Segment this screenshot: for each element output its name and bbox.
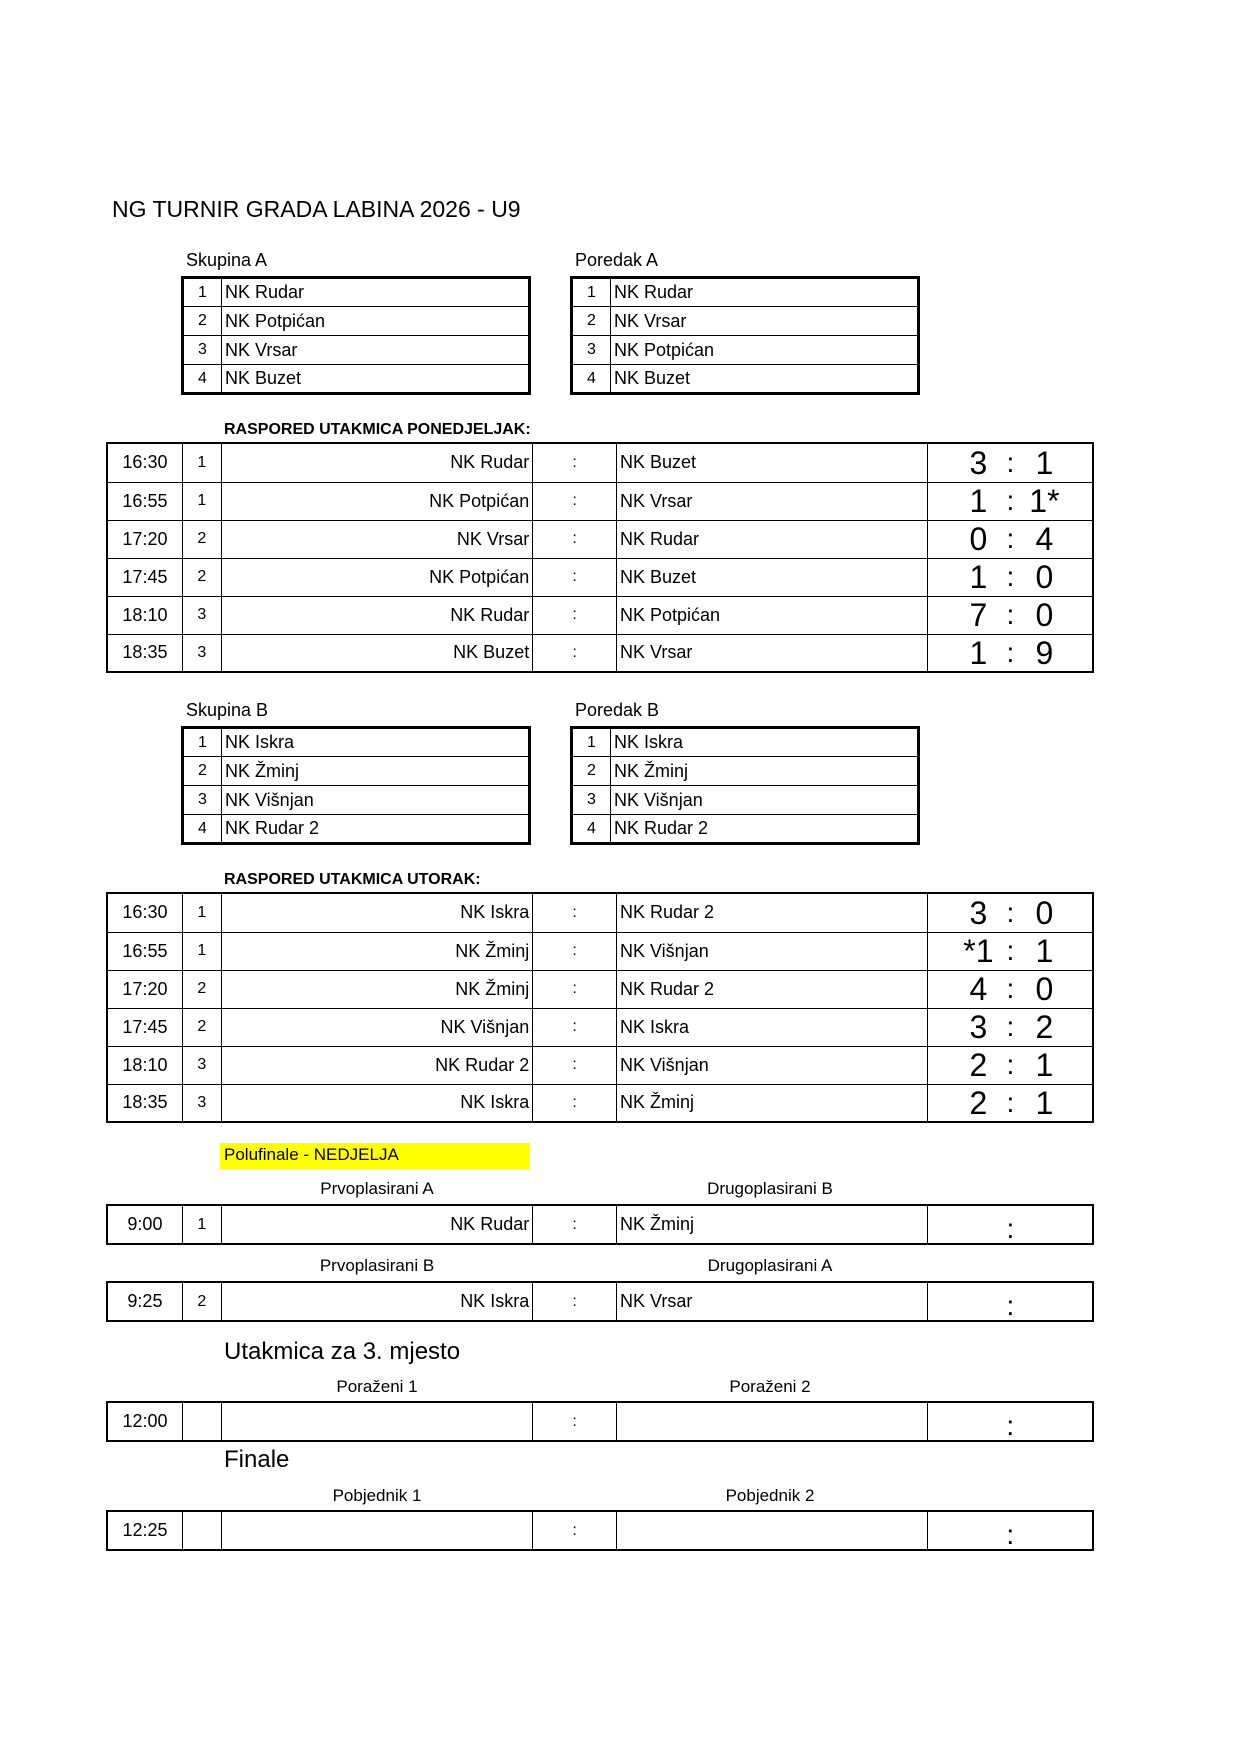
semifinal-2-away-label: Drugoplasirani A <box>707 1256 833 1275</box>
score-home: 2 <box>969 1084 988 1121</box>
home-team: NK Rudar <box>221 443 532 482</box>
team-name: NK Rudar <box>222 278 530 307</box>
table-row <box>107 596 1093 634</box>
score-home: 4 <box>969 971 988 1007</box>
table-row <box>183 365 530 394</box>
match-round: 1 <box>182 482 221 520</box>
match-time: 18:35 <box>107 634 182 672</box>
table-row <box>572 815 919 844</box>
match-time: 12:25 <box>107 1511 182 1550</box>
match-time: 16:55 <box>107 932 182 970</box>
score-separator: : <box>1006 1518 1015 1550</box>
vs-separator: : <box>533 1402 617 1441</box>
table-row <box>107 970 1093 1008</box>
team-name: NK Rudar <box>611 278 919 307</box>
group-b-label: Skupina B <box>186 700 269 720</box>
score-separator: : <box>1006 523 1015 554</box>
table-row <box>183 728 530 757</box>
score-away: 0 <box>1035 559 1054 595</box>
match-time: 17:45 <box>107 1008 182 1046</box>
away-team: NK Vrsar <box>617 1282 928 1321</box>
third-place-table <box>106 1401 1094 1442</box>
score-away: 1 <box>1035 444 1054 481</box>
group-b-table <box>181 726 531 845</box>
standings-b-label: Poredak B <box>575 700 660 720</box>
team-name: NK Buzet <box>614 368 691 388</box>
team-name: NK Iskra <box>222 728 530 757</box>
score-home: *1 <box>963 933 994 969</box>
vs-separator: : <box>533 1511 617 1550</box>
match-time: 18:10 <box>107 1046 182 1084</box>
away-team: NK Buzet <box>616 443 927 482</box>
table-row <box>107 1282 1093 1321</box>
table-row <box>183 815 530 844</box>
table-row <box>107 1205 1093 1244</box>
team-number: 4 <box>183 365 222 394</box>
match-time: 9:25 <box>107 1282 182 1321</box>
rank-number: 3 <box>572 336 611 365</box>
away-team: NK Buzet <box>616 558 927 596</box>
score-away: 0 <box>1035 971 1054 1007</box>
score-away: 1 <box>1035 933 1054 969</box>
rank-number: 2 <box>572 757 611 786</box>
home-team: NK Vrsar <box>221 520 532 558</box>
home-team: NK Buzet <box>221 634 532 672</box>
final-heading: Finale <box>224 1446 290 1473</box>
schedule-monday-table <box>106 442 1094 673</box>
home-team: NK Potpićan <box>221 482 532 520</box>
match-round <box>182 1511 221 1550</box>
match-round: 3 <box>182 1084 221 1122</box>
away-team: NK Vrsar <box>616 634 927 672</box>
score-separator: : <box>1006 636 1015 668</box>
match-round: 2 <box>182 1008 221 1046</box>
third-place-home-label: Poraženi 1 <box>336 1377 418 1396</box>
match-score <box>928 1402 1093 1441</box>
third-place-heading: Utakmica za 3. mjesto <box>224 1338 461 1365</box>
match-round <box>182 1402 221 1441</box>
match-round: 1 <box>182 1205 221 1244</box>
away-team: NK Žminj <box>617 1205 928 1244</box>
away-team: NK Potpićan <box>616 596 927 634</box>
home-team: NK Žminj <box>221 970 532 1008</box>
match-score <box>928 893 1093 932</box>
home-team: NK Žminj <box>221 932 532 970</box>
score-home: 2 <box>969 1047 988 1083</box>
team-number: 2 <box>183 307 222 336</box>
match-time: 12:00 <box>107 1402 182 1441</box>
semifinal-1-table <box>106 1204 1094 1245</box>
score-separator: : <box>1006 896 1015 928</box>
score-separator: : <box>1006 599 1015 630</box>
semifinal-2-home-label: Prvoplasirani B <box>319 1256 435 1275</box>
match-score <box>928 558 1093 596</box>
match-time: 17:20 <box>107 970 182 1008</box>
rank-number: 1 <box>572 278 611 307</box>
score-separator: : <box>1006 561 1015 592</box>
table-row <box>107 1402 1093 1441</box>
table-row <box>107 443 1093 482</box>
vs-separator: : <box>533 1046 617 1084</box>
away-team: NK Rudar 2 <box>617 893 928 932</box>
page-title: NG TURNIR GRADA LABINA 2026 - U9 <box>112 196 521 222</box>
table-row <box>183 336 530 365</box>
home-team: NK Rudar 2 <box>221 1046 532 1084</box>
home-team: NK Rudar <box>221 1205 532 1244</box>
team-name: NK Rudar 2 <box>225 818 320 838</box>
score-home: 3 <box>969 1009 988 1045</box>
match-round: 1 <box>182 893 221 932</box>
table-row <box>107 1084 1093 1122</box>
match-score <box>928 596 1093 634</box>
match-time: 16:30 <box>107 893 182 932</box>
score-home: 7 <box>969 597 988 633</box>
match-score <box>928 443 1093 482</box>
rank-number: 4 <box>572 365 611 394</box>
table-row <box>572 365 919 394</box>
score-home: 3 <box>969 444 988 481</box>
team-name: NK Iskra <box>611 728 919 757</box>
match-time: 18:35 <box>107 1084 182 1122</box>
group-a-table <box>181 276 531 395</box>
score-away: 1 <box>1035 1084 1054 1121</box>
semifinal-2-table <box>106 1281 1094 1322</box>
table-row <box>183 307 530 336</box>
home-team: NK Iskra <box>221 1282 532 1321</box>
team-name: NK Potpićan <box>222 307 530 336</box>
away-team <box>616 1402 927 1441</box>
team-name: NK Žminj <box>222 757 530 786</box>
score-away: 4 <box>1035 521 1054 557</box>
match-score <box>928 1282 1093 1321</box>
match-time: 17:20 <box>107 520 182 558</box>
match-time: 9:00 <box>107 1205 182 1244</box>
score-separator: : <box>1006 485 1015 516</box>
vs-separator: : <box>533 1205 617 1244</box>
table-row <box>572 307 919 336</box>
team-number: 1 <box>183 728 222 757</box>
table-row <box>572 336 919 365</box>
table-row <box>107 634 1093 672</box>
team-name: NK Buzet <box>225 368 302 388</box>
schedule-tuesday-table <box>106 892 1094 1123</box>
team-name: NK Potpićan <box>611 336 919 365</box>
semifinal-1-away-label: Drugoplasirani B <box>707 1179 833 1198</box>
table-row <box>572 728 919 757</box>
table-row <box>183 786 530 815</box>
semifinals-heading: Polufinale - NEDJELJA <box>220 1143 530 1169</box>
match-round: 3 <box>182 634 221 672</box>
match-score <box>928 932 1093 970</box>
score-away: 0 <box>1035 597 1054 633</box>
table-row <box>107 1046 1093 1084</box>
team-name: NK Rudar 2 <box>614 818 709 838</box>
table-row <box>183 757 530 786</box>
match-round: 2 <box>182 520 221 558</box>
score-away: 1 <box>1035 1047 1054 1083</box>
final-home-label: Pobjednik 1 <box>332 1486 422 1505</box>
vs-separator: : <box>533 520 617 558</box>
vs-separator: : <box>533 443 617 482</box>
rank-number: 2 <box>572 307 611 336</box>
match-score <box>928 1084 1093 1122</box>
score-home: 1 <box>969 634 988 671</box>
score-separator: : <box>1006 1409 1015 1441</box>
away-team: NK Rudar <box>616 520 927 558</box>
vs-separator: : <box>533 970 617 1008</box>
away-team: NK Višnjan <box>617 932 928 970</box>
semifinal-1-home-label: Prvoplasirani A <box>320 1179 434 1198</box>
final-table <box>106 1510 1094 1551</box>
team-number: 4 <box>183 815 222 844</box>
vs-separator: : <box>533 932 617 970</box>
team-number: 1 <box>183 278 222 307</box>
home-team: NK Potpićan <box>221 558 532 596</box>
vs-separator: : <box>533 596 617 634</box>
table-row <box>107 520 1093 558</box>
team-name: NK Višnjan <box>222 786 530 815</box>
match-round: 2 <box>182 970 221 1008</box>
rank-number: 4 <box>572 815 611 844</box>
score-separator: : <box>1006 1011 1015 1042</box>
schedule-monday-heading: RASPORED UTAKMICA PONEDJELJAK: <box>224 421 531 438</box>
team-name: NK Žminj <box>611 757 919 786</box>
score-home: 1 <box>969 559 988 595</box>
standings-a-label: Poredak A <box>575 250 659 270</box>
score-away: 0 <box>1035 894 1054 931</box>
table-row <box>572 786 919 815</box>
vs-separator: : <box>533 558 617 596</box>
team-name: NK Vrsar <box>611 307 919 336</box>
match-time: 16:30 <box>107 443 182 482</box>
score-home: 3 <box>969 894 988 931</box>
standings-a-table <box>570 276 920 395</box>
score-separator: : <box>1006 935 1015 966</box>
table-row <box>572 757 919 786</box>
final-away-label: Pobjednik 2 <box>725 1486 815 1505</box>
match-round: 2 <box>182 1282 221 1321</box>
match-score <box>928 482 1093 520</box>
score-separator: : <box>1006 1049 1015 1080</box>
match-round: 3 <box>182 1046 221 1084</box>
home-team <box>221 1511 532 1550</box>
team-number: 2 <box>183 757 222 786</box>
table-row <box>107 932 1093 970</box>
vs-separator: : <box>533 482 617 520</box>
standings-b-table <box>570 726 920 845</box>
home-team: NK Iskra <box>221 1084 532 1122</box>
score-away: 9 <box>1035 634 1054 671</box>
table-row <box>183 278 530 307</box>
vs-separator: : <box>533 1084 617 1122</box>
score-separator: : <box>1006 973 1015 1004</box>
score-away: 2 <box>1035 1009 1054 1045</box>
vs-separator: : <box>533 893 617 932</box>
away-team: NK Višnjan <box>617 1046 928 1084</box>
team-number: 3 <box>183 786 222 815</box>
vs-separator: : <box>533 1008 617 1046</box>
away-team: NK Iskra <box>617 1008 928 1046</box>
team-name: NK Višnjan <box>611 786 919 815</box>
home-team: NK Rudar <box>221 596 532 634</box>
team-name: NK Vrsar <box>222 336 530 365</box>
match-time: 18:10 <box>107 596 182 634</box>
match-score <box>928 1205 1093 1244</box>
vs-separator: : <box>533 634 617 672</box>
match-score <box>928 1511 1093 1550</box>
home-team: NK Iskra <box>221 893 532 932</box>
match-score <box>928 634 1093 672</box>
score-separator: : <box>1006 1212 1015 1244</box>
match-round: 2 <box>182 558 221 596</box>
match-time: 17:45 <box>107 558 182 596</box>
rank-number: 3 <box>572 786 611 815</box>
score-separator: : <box>1006 1289 1015 1321</box>
away-team: NK Vrsar <box>616 482 927 520</box>
vs-separator: : <box>533 1282 617 1321</box>
home-team: NK Višnjan <box>221 1008 532 1046</box>
away-team: NK Žminj <box>617 1084 928 1122</box>
table-row <box>107 1008 1093 1046</box>
schedule-tuesday-heading: RASPORED UTAKMICA UTORAK: <box>224 871 481 888</box>
match-time: 16:55 <box>107 482 182 520</box>
score-separator: : <box>1006 1086 1015 1118</box>
table-row <box>107 1511 1093 1550</box>
table-row <box>107 893 1093 932</box>
away-team: NK Rudar 2 <box>617 970 928 1008</box>
away-team <box>616 1511 927 1550</box>
third-place-away-label: Poraženi 2 <box>729 1377 811 1396</box>
score-home: 1 <box>969 483 988 519</box>
table-row <box>107 482 1093 520</box>
match-score <box>928 520 1093 558</box>
match-score <box>928 970 1093 1008</box>
group-a-label: Skupina A <box>186 250 268 270</box>
score-home: 0 <box>969 521 988 557</box>
table-row <box>107 558 1093 596</box>
match-round: 1 <box>182 443 221 482</box>
score-separator: : <box>1006 446 1015 478</box>
match-round: 1 <box>182 932 221 970</box>
match-round: 3 <box>182 596 221 634</box>
rank-number: 1 <box>572 728 611 757</box>
table-row <box>572 278 919 307</box>
team-number: 3 <box>183 336 222 365</box>
home-team <box>221 1402 532 1441</box>
match-score <box>928 1046 1093 1084</box>
score-away: 1* <box>1029 483 1060 519</box>
match-score <box>928 1008 1093 1046</box>
